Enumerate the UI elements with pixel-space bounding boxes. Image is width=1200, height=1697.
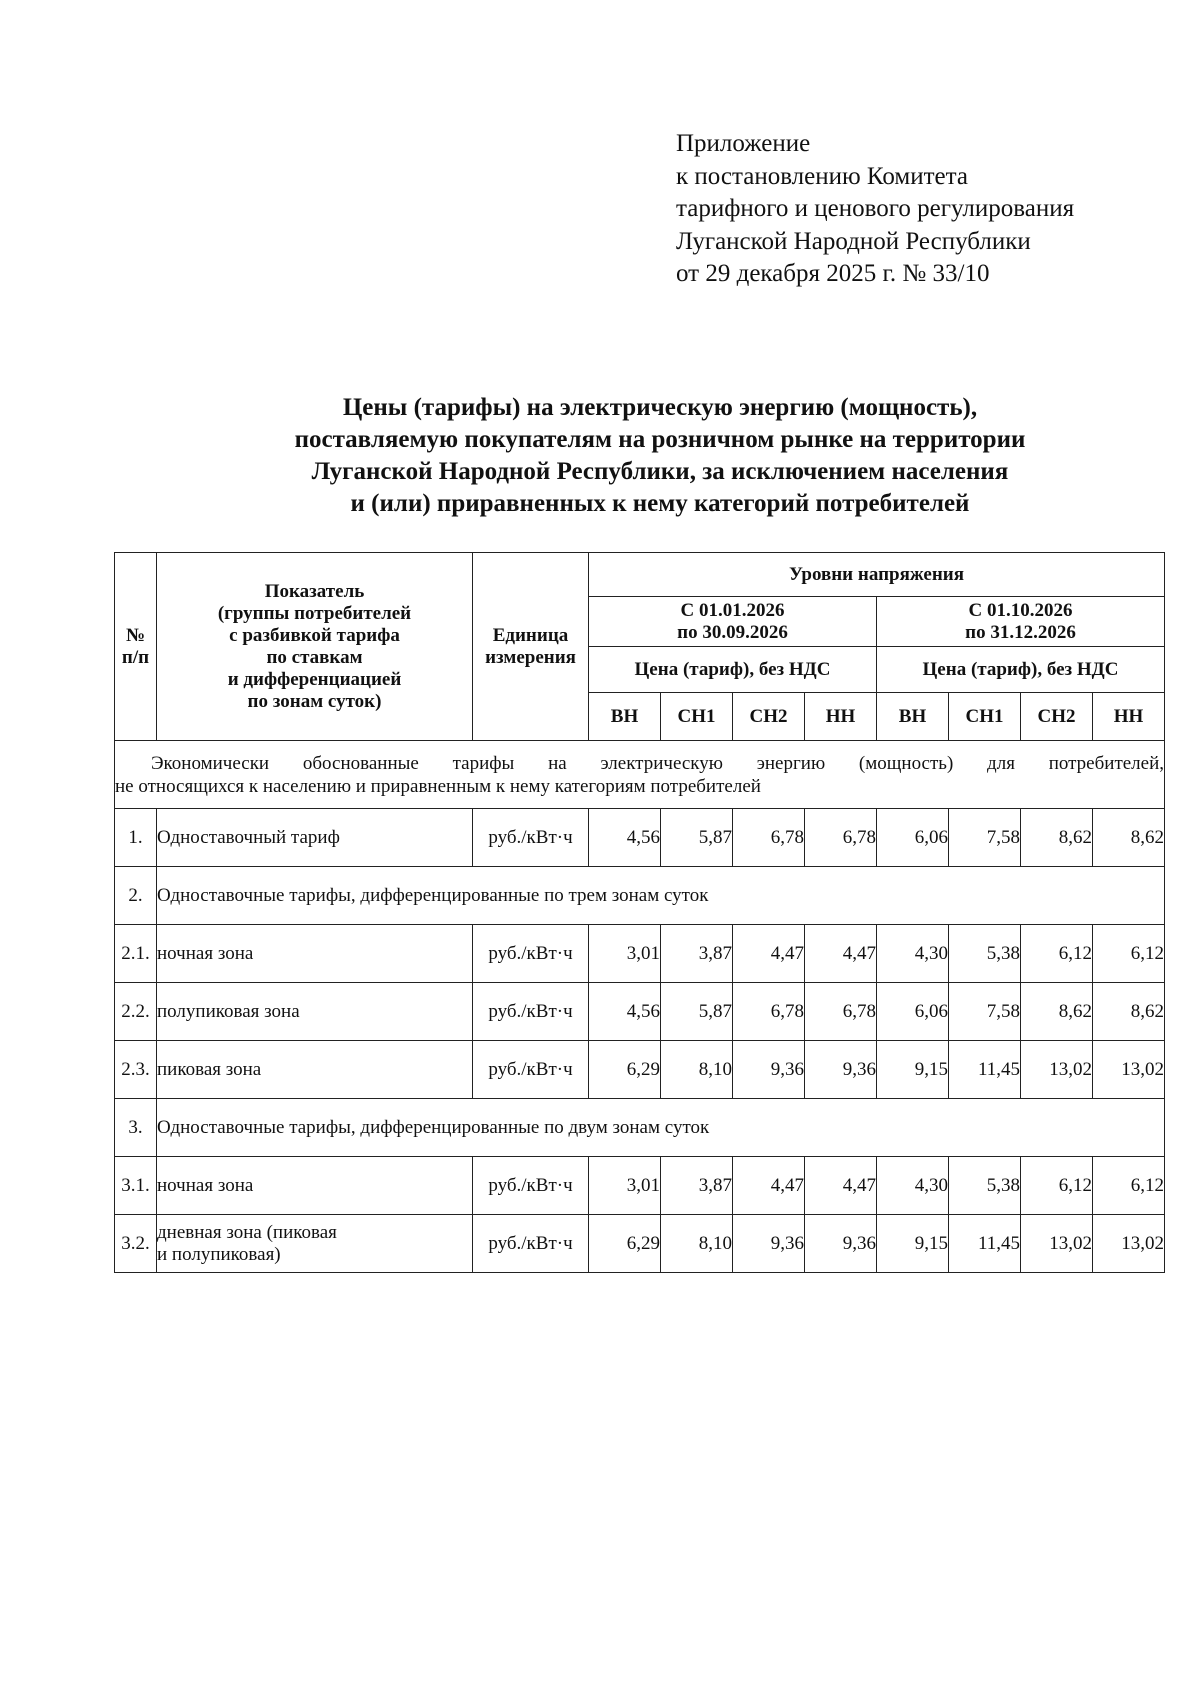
- title-line: Луганской Народной Республики, за исключением населения: [311, 458, 1009, 485]
- row-label-line: дневная зона (пиковая: [157, 1221, 337, 1243]
- header-unit-line: измерения: [485, 646, 576, 668]
- section-heading-line: не относящихся к населению и приравненным к нему категориям потребителей: [115, 775, 761, 797]
- header-level: СН1: [949, 693, 1021, 741]
- row-value: 6,12: [1093, 1157, 1165, 1215]
- table-group-row: [115, 1099, 1165, 1157]
- row-value: 9,36: [733, 1041, 805, 1099]
- header-unit: [473, 553, 589, 741]
- header-indicator-line: (группы потребителей: [217, 602, 412, 624]
- row-value: 4,47: [733, 1157, 805, 1215]
- row-value: 8,62: [1093, 809, 1165, 867]
- row-num: 2.3.: [115, 1041, 157, 1099]
- header-period-line: С 01.10.2026: [968, 599, 1073, 621]
- header-level: СН2: [733, 693, 805, 741]
- group-label: Одноставочные тарифы, дифференцированные по трем зонам суток: [157, 867, 1165, 925]
- header-period-line: по 31.12.2026: [965, 621, 1076, 643]
- row-value: 6,12: [1093, 925, 1165, 983]
- row-value: 4,47: [733, 925, 805, 983]
- header-level: СН1: [661, 693, 733, 741]
- row-value: 5,38: [949, 1157, 1021, 1215]
- header-indicator-line: Показатель: [264, 580, 365, 602]
- table-row: [115, 925, 1165, 983]
- header-level: ВН: [877, 693, 949, 741]
- row-value: 13,02: [1093, 1041, 1165, 1099]
- row-value: 6,12: [1021, 1157, 1093, 1215]
- table-row: [115, 809, 1165, 867]
- header-period-1: [589, 597, 877, 647]
- row-value: 9,36: [805, 1041, 877, 1099]
- row-num: 2.1.: [115, 925, 157, 983]
- section-heading-line: Экономически обоснованные тарифы на электрическую энергию (мощность) для потребителей,: [151, 752, 1165, 774]
- row-num: 2.: [115, 867, 157, 925]
- row-value: 7,58: [949, 983, 1021, 1041]
- table-row: [115, 1215, 1165, 1273]
- row-value: 6,78: [733, 983, 805, 1041]
- table-row: [115, 983, 1165, 1041]
- header-level: ВН: [589, 693, 661, 741]
- row-value: 4,30: [877, 925, 949, 983]
- appendix-line: от 29 декабря 2025 г. № 33/10: [676, 260, 990, 287]
- row-value: 13,02: [1021, 1041, 1093, 1099]
- row-label: [157, 1215, 473, 1273]
- row-num: 2.2.: [115, 983, 157, 1041]
- row-value: 4,56: [589, 983, 661, 1041]
- row-value: 6,78: [733, 809, 805, 867]
- header-level: СН2: [1021, 693, 1093, 741]
- row-unit: руб./кВт·ч: [473, 809, 589, 867]
- header-voltage-levels: Уровни напряжения: [589, 553, 1165, 597]
- row-value: 13,02: [1093, 1215, 1165, 1273]
- row-label: полупиковая зона: [157, 983, 473, 1041]
- row-value: 3,87: [661, 925, 733, 983]
- section-heading: [115, 741, 1165, 809]
- row-value: 4,56: [589, 809, 661, 867]
- header-indicator-line: по зонам суток): [247, 690, 382, 712]
- header-unit-line: Единица: [492, 624, 569, 646]
- row-num: 3.: [115, 1099, 157, 1157]
- row-value: 11,45: [949, 1215, 1021, 1273]
- title-line: и (или) приравненных к нему категорий потребителей: [350, 490, 970, 517]
- row-num: 3.2.: [115, 1215, 157, 1273]
- row-value: 8,62: [1093, 983, 1165, 1041]
- row-value: 9,36: [733, 1215, 805, 1273]
- row-num: 1.: [115, 809, 157, 867]
- appendix-line: к постановлению Комитета: [676, 162, 968, 190]
- row-value: 3,87: [661, 1157, 733, 1215]
- header-level: НН: [1093, 693, 1165, 741]
- row-value: 8,10: [661, 1041, 733, 1099]
- row-num: 3.1.: [115, 1157, 157, 1215]
- row-value: 6,06: [877, 809, 949, 867]
- row-label: Одноставочный тариф: [157, 809, 473, 867]
- header-indicator-line: по ставкам: [266, 646, 363, 668]
- row-value: 3,01: [589, 925, 661, 983]
- row-value: 3,01: [589, 1157, 661, 1215]
- appendix-line: Приложение: [676, 130, 811, 157]
- appendix-reference: [676, 128, 1074, 291]
- header-indicator-line: с разбивкой тарифа: [229, 624, 400, 646]
- row-value: 6,06: [877, 983, 949, 1041]
- row-value: 9,36: [805, 1215, 877, 1273]
- header-price-label-2: Цена (тариф), без НДС: [877, 647, 1165, 693]
- row-value: 6,78: [805, 809, 877, 867]
- header-indicator-line: и дифференциацией: [227, 668, 402, 690]
- row-value: 4,30: [877, 1157, 949, 1215]
- row-value: 6,78: [805, 983, 877, 1041]
- row-label: пиковая зона: [157, 1041, 473, 1099]
- row-value: 13,02: [1021, 1215, 1093, 1273]
- group-label: Одноставочные тарифы, дифференцированные по двум зонам суток: [157, 1099, 1165, 1157]
- header-num-line: №: [125, 624, 146, 646]
- header-num-line: п/п: [121, 646, 150, 668]
- tariff-table: [114, 552, 1165, 1273]
- row-value: 8,62: [1021, 809, 1093, 867]
- table-row: [115, 1157, 1165, 1215]
- row-value: 6,29: [589, 1041, 661, 1099]
- row-value: 9,15: [877, 1215, 949, 1273]
- row-value: 7,58: [949, 809, 1021, 867]
- header-period-2: [877, 597, 1165, 647]
- row-unit: руб./кВт·ч: [473, 983, 589, 1041]
- header-num: [115, 553, 157, 741]
- row-value: 5,87: [661, 809, 733, 867]
- row-label: ночная зона: [157, 925, 473, 983]
- row-label: ночная зона: [157, 1157, 473, 1215]
- row-value: 6,29: [589, 1215, 661, 1273]
- row-value: 5,38: [949, 925, 1021, 983]
- row-value: 4,47: [805, 1157, 877, 1215]
- row-unit: руб./кВт·ч: [473, 1215, 589, 1273]
- row-label-line: и полупиковая): [157, 1243, 281, 1265]
- table-group-row: [115, 867, 1165, 925]
- row-unit: руб./кВт·ч: [473, 1157, 589, 1215]
- row-value: 8,10: [661, 1215, 733, 1273]
- appendix-line: Луганской Народной Республики: [676, 227, 1031, 255]
- table-row: [115, 1041, 1165, 1099]
- row-value: 11,45: [949, 1041, 1021, 1099]
- row-unit: руб./кВт·ч: [473, 1041, 589, 1099]
- row-unit: руб./кВт·ч: [473, 925, 589, 983]
- header-indicator: [157, 553, 473, 741]
- appendix-line: тарифного и ценового регулирования: [676, 195, 1075, 222]
- row-value: 5,87: [661, 983, 733, 1041]
- header-period-line: С 01.01.2026: [680, 599, 785, 621]
- row-value: 9,15: [877, 1041, 949, 1099]
- header-period-line: по 30.09.2026: [677, 621, 788, 643]
- row-value: 4,47: [805, 925, 877, 983]
- row-value: 6,12: [1021, 925, 1093, 983]
- header-price-label-1: Цена (тариф), без НДС: [589, 647, 877, 693]
- row-value: 8,62: [1021, 983, 1093, 1041]
- header-level: НН: [805, 693, 877, 741]
- title-line: поставляемую покупателям на розничном рынке на территории: [294, 426, 1026, 453]
- title-line: Цены (тарифы) на электрическую энергию (мощность),: [342, 394, 978, 421]
- document-title: [120, 392, 1200, 520]
